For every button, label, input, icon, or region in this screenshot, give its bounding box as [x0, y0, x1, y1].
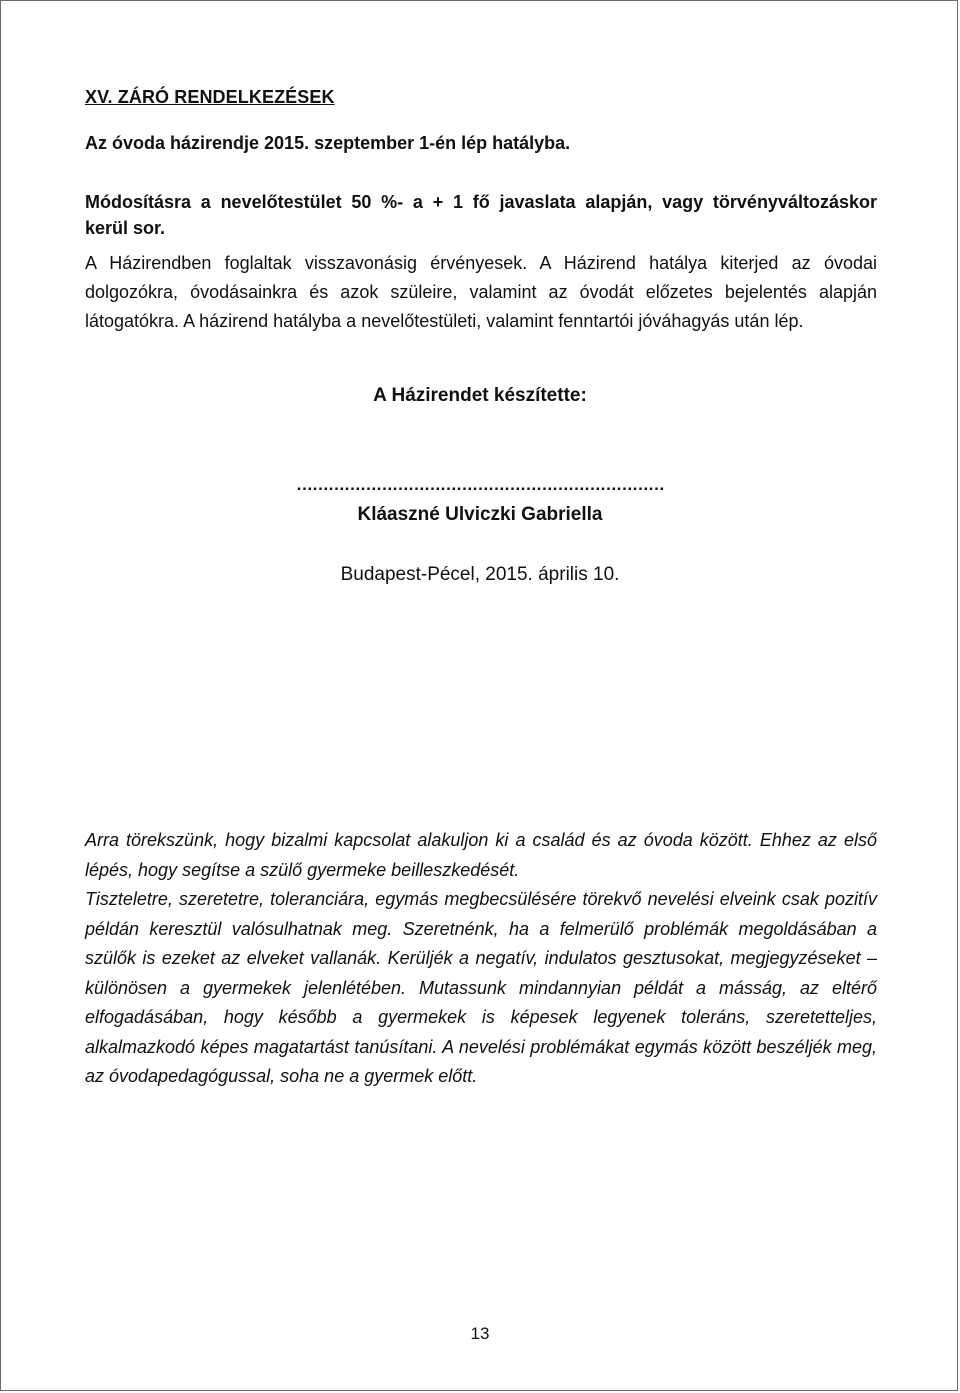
effective-date-line: Az óvoda házirendje 2015. szeptember 1-én lép hatályba.: [85, 133, 571, 153]
validity-paragraph: [85, 249, 877, 336]
section-heading: XV. ZÁRÓ RENDELKEZÉSEK: [85, 87, 335, 107]
validity-line-3: látogatókra. A házirend hatályba a nevelőtestületi, valamint fenntartói jóváhagyás után lép.: [85, 311, 804, 331]
closing-paragraph-1: Arra törekszünk, hogy bizalmi kapcsolat alakuljon ki a család és az óvoda között. Ehhez az első lépés, hogy segítse a szülő gyermeke beilleszkedését.: [85, 830, 877, 880]
place-and-date: Budapest-Pécel, 2015. április 10.: [340, 564, 620, 585]
signatory-name: Kláaszné Ulviczki Gabriella: [357, 504, 603, 525]
signature-dotted-line: ……………………………………………………………: [296, 475, 664, 494]
closing-paragraphs: [85, 826, 877, 1092]
amendment-line-1: Módosításra a nevelőtestület 50 %- a + 1 fő javaslata alapján, vagy törvényváltozáskor: [85, 192, 877, 212]
validity-line-1: A Házirendben foglaltak visszavonásig érvényesek. A Házirend hatálya kiterjed az óvodai: [85, 253, 877, 273]
amendment-line-2: kerül sor.: [85, 218, 166, 238]
made-by-label: A Házirendet készítette:: [373, 385, 587, 406]
validity-line-2: dolgozókra, óvodásainkra és azok szüleire, valamint az óvodát előzetes bejelentés alapján: [85, 282, 877, 302]
closing-paragraph-2: Tiszteletre, szeretetre, toleranciára, egymás megbecsülésére törekvő nevelési elveink csak pozitív példán keresztül valósulhatnak meg. Szeretnénk, ha a felmerülő problémák megoldásában a szülők is ezeket az elveket vallanák. Kerüljék a negatív, indulatos gesztusokat, megjegyzéseket – különösen a gyermekek jelenlétében. Mutassunk mindannyian példát a másság, az eltérő elfogadásában, hogy később a gyermekek is képesek legyenek toleráns, szeretetteljes, alkalmazkodó képes magatartást tanúsítani. A nevelési problémákat egymás között beszéljék meg, az óvodapedagógussal, soha ne a gyermek előtt.: [85, 889, 877, 1086]
page-number: 13: [470, 1324, 490, 1343]
